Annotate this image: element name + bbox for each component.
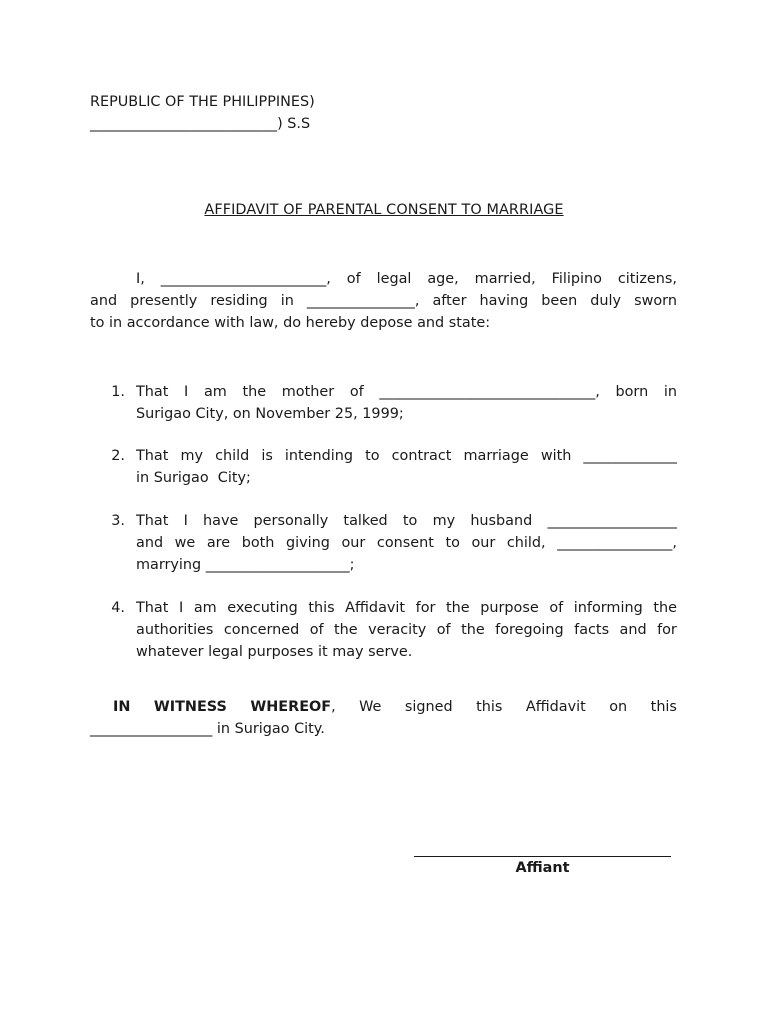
item-word: of — [436, 622, 451, 638]
intro-word: sworn — [634, 293, 677, 309]
item-word: intending — [284, 448, 354, 464]
husband-name-blank: __________________ — [547, 513, 677, 529]
item-2-line-1 — [136, 445, 677, 467]
item-word: and — [136, 535, 164, 551]
intro-word: presently — [130, 293, 198, 309]
item-word: I — [178, 600, 184, 616]
item-word: That — [136, 448, 169, 464]
item-word: the — [446, 600, 470, 616]
item-number: 2. — [111, 448, 125, 464]
item-word: Affidavit — [345, 600, 406, 616]
intro-word: of — [346, 271, 361, 287]
item-word: our — [471, 535, 496, 551]
item-word: born — [615, 384, 649, 400]
item-word: foregoing — [495, 622, 564, 638]
intro-word: legal — [376, 271, 412, 287]
item-word: am — [203, 384, 227, 400]
item-word: veracity — [368, 622, 427, 638]
item-word: child — [215, 448, 250, 464]
witness-bold-word: WHEREOF — [250, 699, 332, 715]
item-word: of — [549, 600, 564, 616]
document-title: AFFIDAVIT OF PARENTAL CONSENT TO MARRIAGE — [204, 202, 564, 218]
item-word: is — [261, 448, 273, 464]
intro-word: I, — [136, 271, 145, 287]
item-word: to — [402, 513, 418, 529]
residence-blank: _______________, — [306, 293, 420, 309]
witness-comma: , — [331, 699, 336, 715]
item-word: personally — [253, 513, 329, 529]
witness-word: this — [650, 699, 677, 715]
witness-line-2: _________________ in Surigao City. — [90, 721, 325, 737]
item-word: facts — [574, 622, 610, 638]
item-4-line-3: whatever legal purposes it may serve. — [136, 644, 413, 660]
child-name-blank: ______________________________, — [379, 384, 600, 400]
item-number: 4. — [111, 600, 125, 616]
intro-line-3: to in accordance with law, do hereby depose and state: — [90, 315, 491, 331]
item-word: executing — [227, 600, 298, 616]
item-word: That — [136, 600, 169, 616]
item-word: child, — [506, 535, 546, 551]
item-word: of — [349, 384, 364, 400]
item-3-line-1 — [136, 510, 677, 532]
item-word: to — [365, 448, 380, 464]
intro-word: age, — [427, 271, 459, 287]
intro-word: having — [479, 293, 529, 309]
witness-word: on — [609, 699, 628, 715]
item-word: talked — [343, 513, 388, 529]
item-word: are — [206, 535, 231, 551]
item-word: for — [415, 600, 436, 616]
witness-word: We — [359, 699, 382, 715]
item-word: marriage — [463, 448, 529, 464]
item-word: our — [341, 535, 366, 551]
item-4-line-1 — [136, 597, 677, 619]
item-3-line-2 — [136, 532, 677, 554]
witness-word: Affidavit — [525, 699, 586, 715]
item-number: 1. — [111, 384, 125, 400]
witness-line-1 — [113, 696, 677, 718]
item-4-line-2 — [136, 619, 677, 641]
item-word: That — [136, 513, 169, 529]
intro-word: residing — [210, 293, 268, 309]
intro-word: and — [90, 293, 118, 309]
intro-line-1 — [136, 268, 677, 290]
witness-bold-word: IN — [113, 699, 131, 715]
witness-word: signed — [404, 699, 453, 715]
item-word: mother — [281, 384, 335, 400]
item-word: the — [334, 622, 358, 638]
intro-line-2 — [90, 290, 677, 312]
item-word: my — [432, 513, 456, 529]
item-word: to — [445, 535, 460, 551]
item-word: authorities — [136, 622, 214, 638]
item-word: in — [663, 384, 677, 400]
intro-word: duly — [590, 293, 622, 309]
item-word: this — [308, 600, 335, 616]
item-word: of — [309, 622, 324, 638]
item-word: I — [184, 384, 189, 400]
header-republic: REPUBLIC OF THE PHILIPPINES) — [90, 94, 315, 110]
item-word: concerned — [223, 622, 300, 638]
item-word: husband — [470, 513, 533, 529]
child-name-blank: ________________, — [557, 535, 677, 551]
item-word: purpose — [480, 600, 539, 616]
item-word: informing — [573, 600, 643, 616]
intro-word: Filipino — [551, 271, 602, 287]
intro-word: citizens, — [617, 271, 677, 287]
item-word: for — [657, 622, 677, 638]
item-3-line-3: marrying ____________________; — [136, 557, 355, 573]
item-word: consent — [376, 535, 434, 551]
intro-word: in — [280, 293, 294, 309]
item-word: my — [180, 448, 203, 464]
header-venue-line: __________________________) S.S — [90, 116, 311, 132]
intro-word: married, — [474, 271, 536, 287]
item-word: both — [241, 535, 275, 551]
item-word: contract — [391, 448, 452, 464]
item-word: am — [193, 600, 217, 616]
item-word: with — [540, 448, 572, 464]
intro-word: after — [432, 293, 467, 309]
item-word: giving — [286, 535, 330, 551]
intro-word: been — [541, 293, 578, 309]
item-word: we — [174, 535, 196, 551]
item-word: the — [461, 622, 485, 638]
name-blank: _______________________, — [160, 271, 331, 287]
item-word: the — [653, 600, 677, 616]
item-number: 3. — [111, 513, 125, 529]
item-1-line-1 — [136, 381, 677, 403]
witness-bold-word: WITNESS — [153, 699, 227, 715]
item-word: and — [619, 622, 647, 638]
item-1-line-2: Surigao City, on November 25, 1999; — [136, 406, 404, 422]
item-2-line-2: in Surigao City; — [136, 470, 251, 486]
spouse-name-blank: _____________ — [583, 448, 677, 464]
affiant-label: Affiant — [515, 860, 570, 876]
witness-word: this — [476, 699, 503, 715]
item-word: have — [203, 513, 239, 529]
item-word: That — [136, 384, 169, 400]
item-word: I — [183, 513, 188, 529]
item-word: the — [242, 384, 267, 400]
